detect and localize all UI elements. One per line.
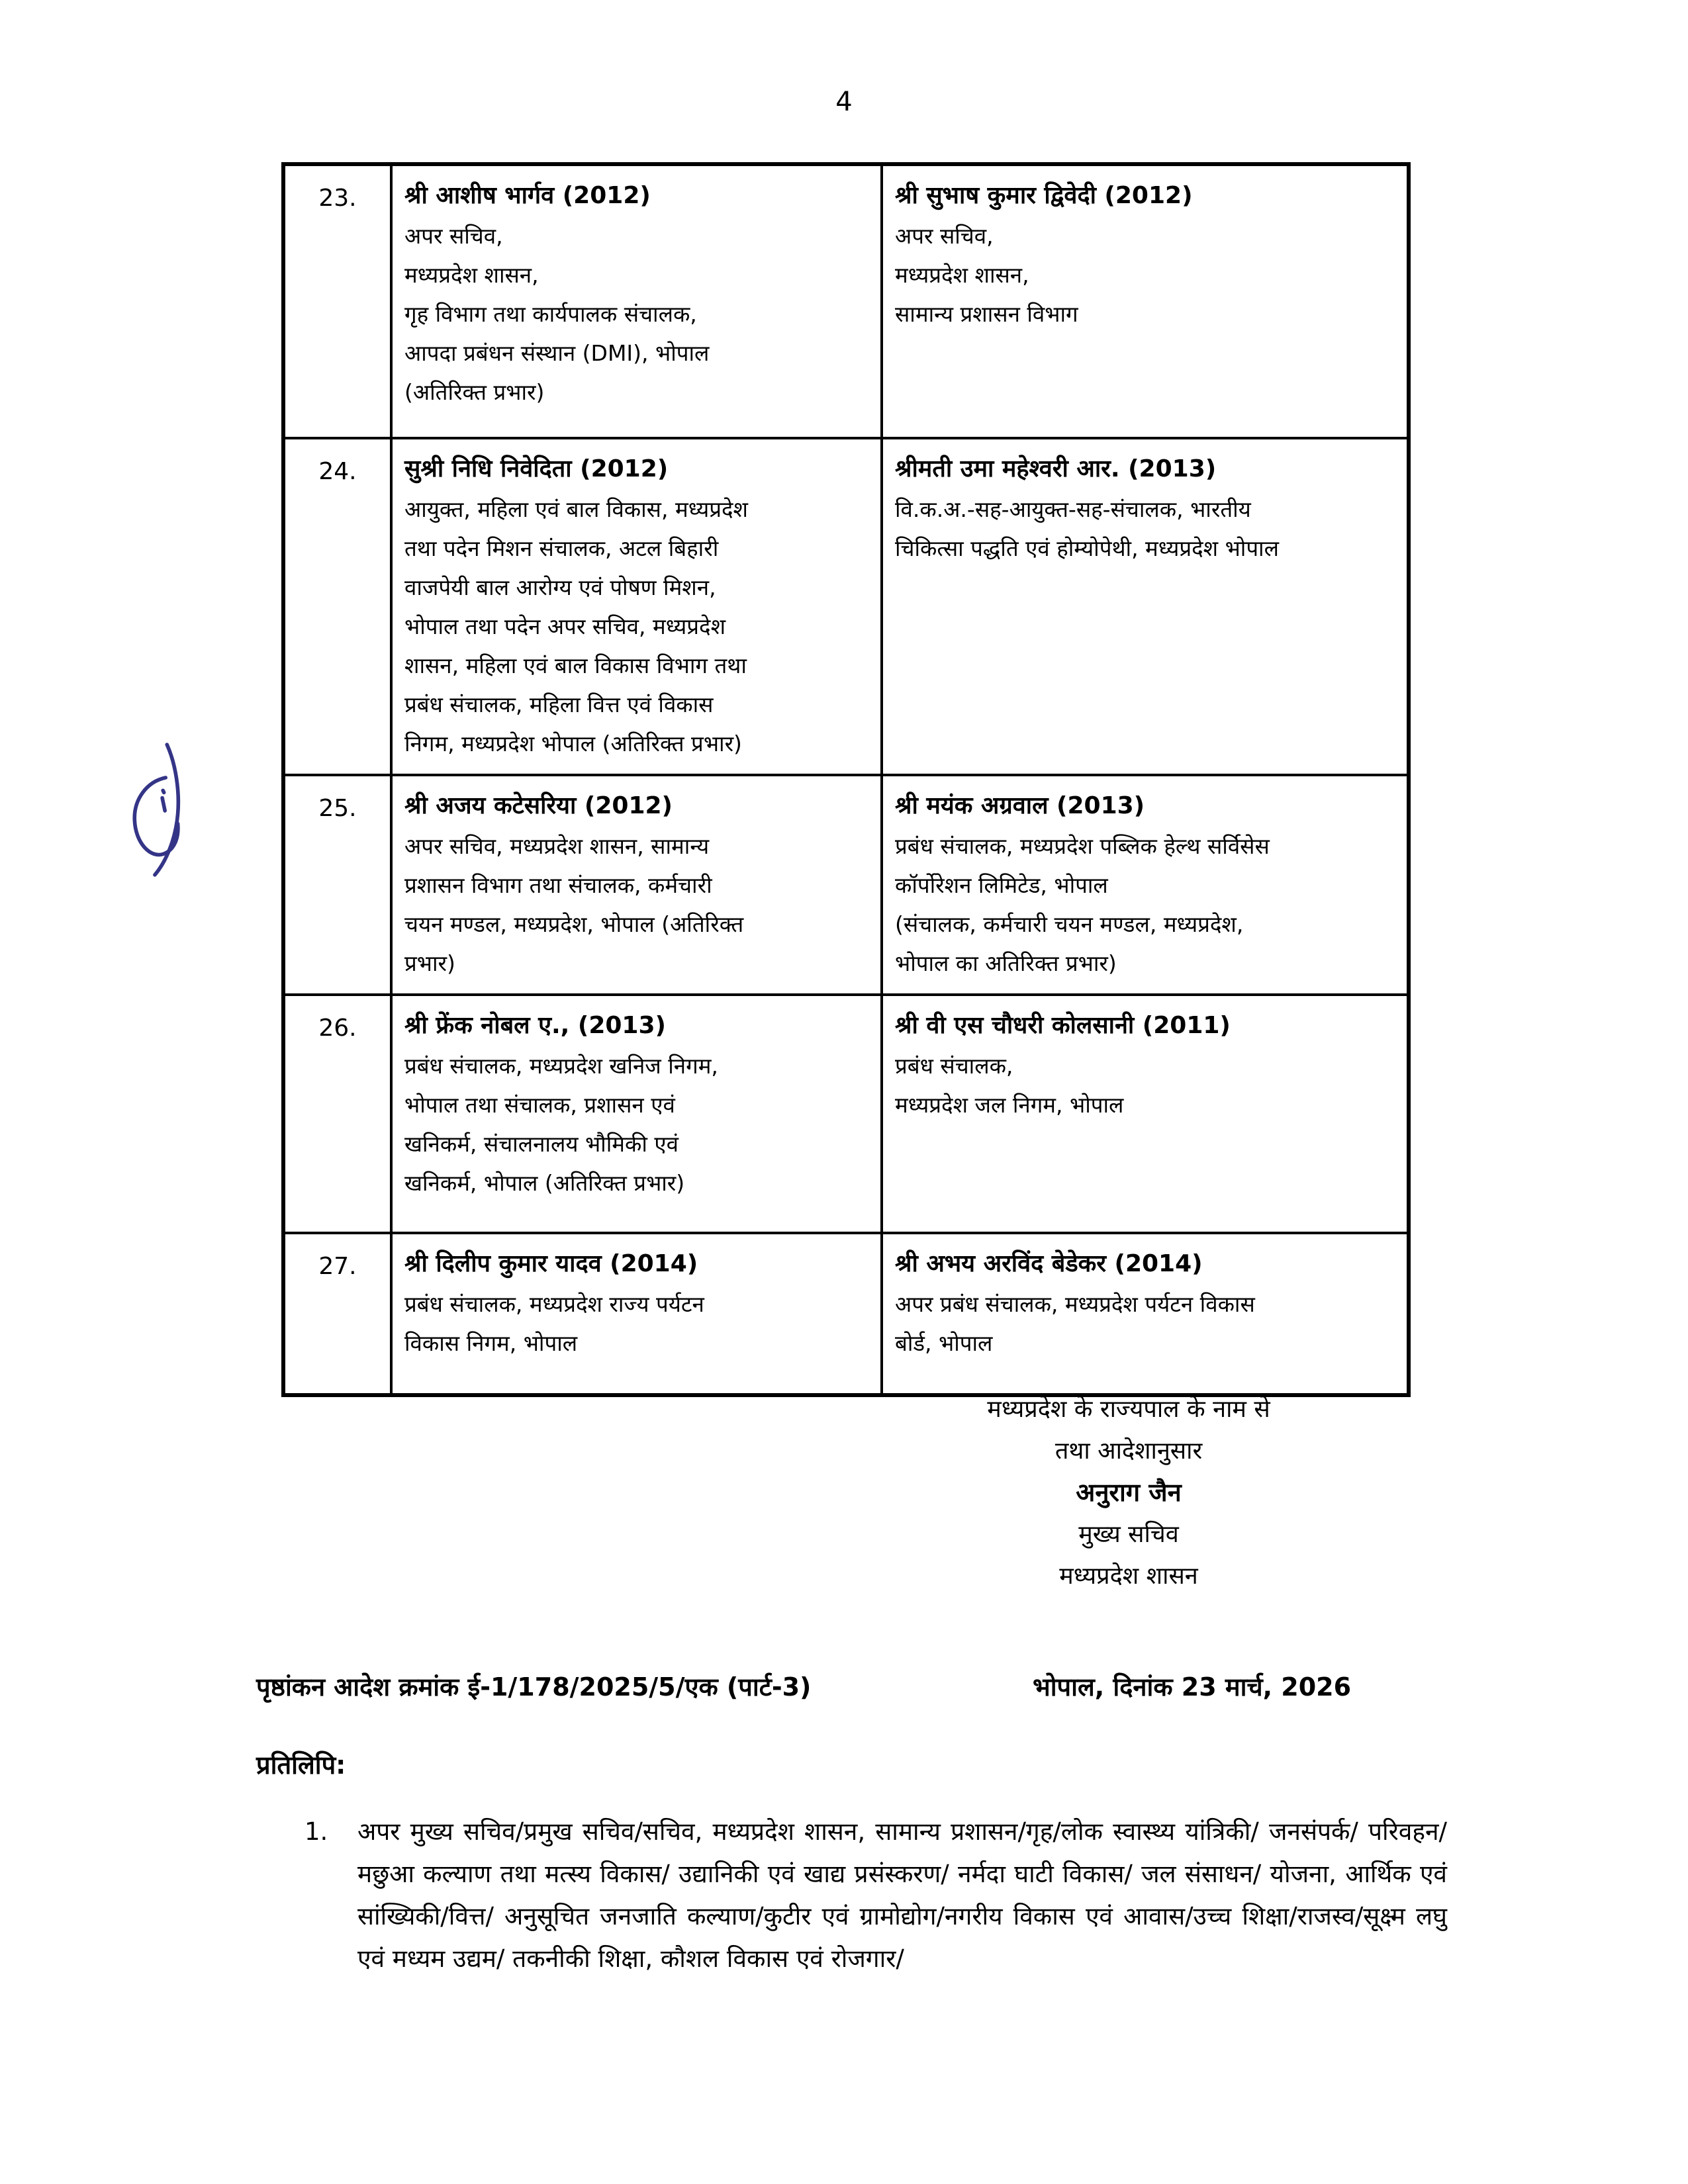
text-line: सामान्य प्रशासन विभाग [895, 301, 1078, 327]
officer-cell-right [882, 995, 1409, 1233]
officer-cell-left [391, 1233, 882, 1395]
text-line: आपदा प्रबंधन संस्थान (DMI), भोपाल [404, 340, 710, 366]
text-line: (संचालक, कर्मचारी चयन मण्डल, मध्यप्रदेश, [895, 911, 1244, 937]
signatory-name: अनुराग जैन [1076, 1478, 1182, 1507]
text-line: प्रभार) [404, 950, 455, 976]
text-line: अपर सचिव, मध्यप्रदेश शासन, सामान्य [404, 833, 710, 859]
text-line: चिकित्सा पद्धति एवं होम्योपेथी, मध्यप्रदेश भोपाल [895, 535, 1279, 561]
handwritten-initials-strokes [134, 745, 178, 875]
table-row [283, 995, 1409, 1233]
officer-cell-right [882, 164, 1409, 438]
text-line: मध्यप्रदेश शासन, [404, 262, 539, 288]
officer-details [404, 827, 868, 983]
text-line: भोपाल तथा संचालक, प्रशासन एवं [404, 1092, 675, 1118]
text-line: मध्यप्रदेश शासन, [895, 262, 1029, 288]
text-line: मध्यप्रदेश जल निगम, भोपाल [895, 1092, 1124, 1118]
text-line: वाजपेयी बाल आरोग्य एवं पोषण मिशन, [404, 574, 716, 600]
serial-number: 24. [283, 438, 391, 775]
text-line: तथा आदेशानुसार [1055, 1437, 1203, 1465]
text-line: प्रबंध संचालक, [895, 1053, 1013, 1079]
text-line: खनिकर्म, भोपाल (अतिरिक्त प्रभार) [404, 1170, 685, 1196]
officer-cell-left [391, 164, 882, 438]
text-line: भोपाल तथा पदेन अपर सचिव, मध्यप्रदेश [404, 614, 726, 639]
officer-name: सुश्री निधि निवेदिता (2012) [404, 455, 669, 482]
text-line: बोर्ड, भोपाल [895, 1330, 993, 1356]
text-line: (अतिरिक्त प्रभार) [404, 379, 545, 405]
signature-block [798, 1388, 1460, 1597]
officer-cell-left [391, 438, 882, 775]
table-row [283, 438, 1409, 775]
text-line: प्रबंध संचालक, मध्यप्रदेश राज्य पर्यटन [404, 1291, 704, 1317]
officer-details [895, 1046, 1395, 1124]
text-line: भोपाल का अतिरिक्त प्रभार) [895, 950, 1117, 976]
serial-number: 26. [283, 995, 391, 1233]
officer-name: श्री अभय अरविंद बेडेकर (2014) [895, 1250, 1203, 1277]
officer-name: श्री वी एस चौधरी कोलसानी (2011) [895, 1012, 1231, 1039]
officer-details [895, 1285, 1395, 1363]
signatory-post [798, 1514, 1460, 1597]
officer-details [895, 216, 1395, 334]
text-line: प्रशासन विभाग तथा संचालक, कर्मचारी [404, 872, 712, 898]
officer-name: श्रीमती उमा महेश्वरी आर. (2013) [895, 455, 1217, 482]
item-number: 1. [305, 1817, 328, 1846]
officer-details [895, 827, 1395, 983]
text-line: वि.क.अ.-सह-आयुक्त-सह-संचालक, भारतीय [895, 496, 1251, 522]
text-line: चयन मण्डल, मध्यप्रदेश, भोपाल (अतिरिक्त [404, 911, 744, 937]
officer-name: श्री सुभाष कुमार द्विवेदी (2012) [895, 182, 1193, 209]
text-line: आयुक्त, महिला एवं बाल विकास, मध्यप्रदेश [404, 496, 748, 522]
officer-name: श्री अजय कटेसरिया (2012) [404, 792, 673, 819]
text-line: कॉर्पोरेशन लिमिटेड, भोपाल [895, 872, 1108, 898]
page-number: 4 [835, 87, 853, 117]
copy-list-item [305, 1811, 1450, 1980]
table-row [283, 164, 1409, 438]
officer-cell-right [882, 775, 1409, 995]
officer-details [404, 1285, 868, 1363]
text-line: मध्यप्रदेश शासन [1059, 1563, 1198, 1590]
officer-name: श्री दिलीप कुमार यादव (2014) [404, 1250, 698, 1277]
officer-table [281, 162, 1411, 1397]
text-line: शासन, महिला एवं बाल विकास विभाग तथा [404, 653, 747, 678]
text-line: प्रबंध संचालक, मध्यप्रदेश पब्लिक हेल्थ सर्विसेस [895, 833, 1270, 859]
text-line: मध्यप्रदेश के राज्यपाल के नाम से [987, 1396, 1270, 1423]
text-line: निगम, मध्यप्रदेश भोपाल (अतिरिक्त प्रभार) [404, 731, 742, 756]
text-line: मुख्य सचिव [1078, 1521, 1179, 1548]
officer-cell-left [391, 775, 882, 995]
text-line: खनिकर्म, संचालनालय भौमिकी एवं [404, 1131, 679, 1157]
officer-details [404, 1046, 868, 1203]
officer-cell-right [882, 438, 1409, 775]
officer-details [404, 490, 868, 763]
serial-number: 25. [283, 775, 391, 995]
officer-name: श्री फ्रेंक नोबल ए., (2013) [404, 1012, 666, 1039]
officer-cell-left [391, 995, 882, 1233]
officer-name: श्री मयंक अग्रवाल (2013) [895, 792, 1145, 819]
officer-cell-right [882, 1233, 1409, 1395]
officer-details [404, 216, 868, 412]
item-text: अपर मुख्य सचिव/प्रमुख सचिव/सचिव, मध्यप्रदेश शासन, सामान्य प्रशासन/गृह/लोक स्वास्थ्य यांत्रिकी/ जनसंपर्क/ परिवहन/ मछुआ कल्याण तथा मत्स्य विकास/ उद्यानिकी एवं खाद्य प्रसंस्करण/ नर्मदा घाटी विकास/ जल संसाधन/ योजना, आर्थिक एवं सांख्यिकी/वित्त/ अनुसूचित जनजाति कल्याण/कुटीर एवं ग्रामोद्योग/नगरीय विकास एवं आवास/उच्च शिक्षा/राजस्व/सूक्ष्म लघु एवं मध्यम उद्यम/ तकनीकी शिक्षा, कौशल विकास एवं रोजगार/ [357, 1817, 1447, 1973]
handwritten-initials [124, 743, 193, 878]
text-line: अपर प्रबंध संचालक, मध्यप्रदेश पर्यटन विकास [895, 1291, 1255, 1317]
text-line: विकास निगम, भोपाल [404, 1330, 578, 1356]
signoff-authority [798, 1388, 1460, 1472]
text-line: अपर सचिव, [404, 223, 503, 249]
officer-details [895, 490, 1395, 568]
text-line: अपर सचिव, [895, 223, 994, 249]
order-number: पृष्ठांकन आदेश क्रमांक ई-1/178/2025/5/एक (पार्ट-3) [256, 1672, 812, 1702]
text-line: प्रबंध संचालक, मध्यप्रदेश खनिज निगम, [404, 1053, 718, 1079]
table-row [283, 775, 1409, 995]
text-line: गृह विभाग तथा कार्यपालक संचालक, [404, 301, 697, 327]
serial-number: 23. [283, 164, 391, 438]
copy-heading: प्रतिलिपि: [256, 1751, 346, 1780]
place-date: भोपाल, दिनांक 23 मार्च, 2026 [1033, 1672, 1352, 1702]
text-line: प्रबंध संचालक, महिला वित्त एवं विकास [404, 692, 714, 717]
serial-number: 27. [283, 1233, 391, 1395]
text-line: तथा पदेन मिशन संचालक, अटल बिहारी [404, 535, 719, 561]
table-row [283, 1233, 1409, 1395]
endorsement-line [256, 1666, 1431, 1713]
officer-name: श्री आशीष भार्गव (2012) [404, 182, 651, 209]
